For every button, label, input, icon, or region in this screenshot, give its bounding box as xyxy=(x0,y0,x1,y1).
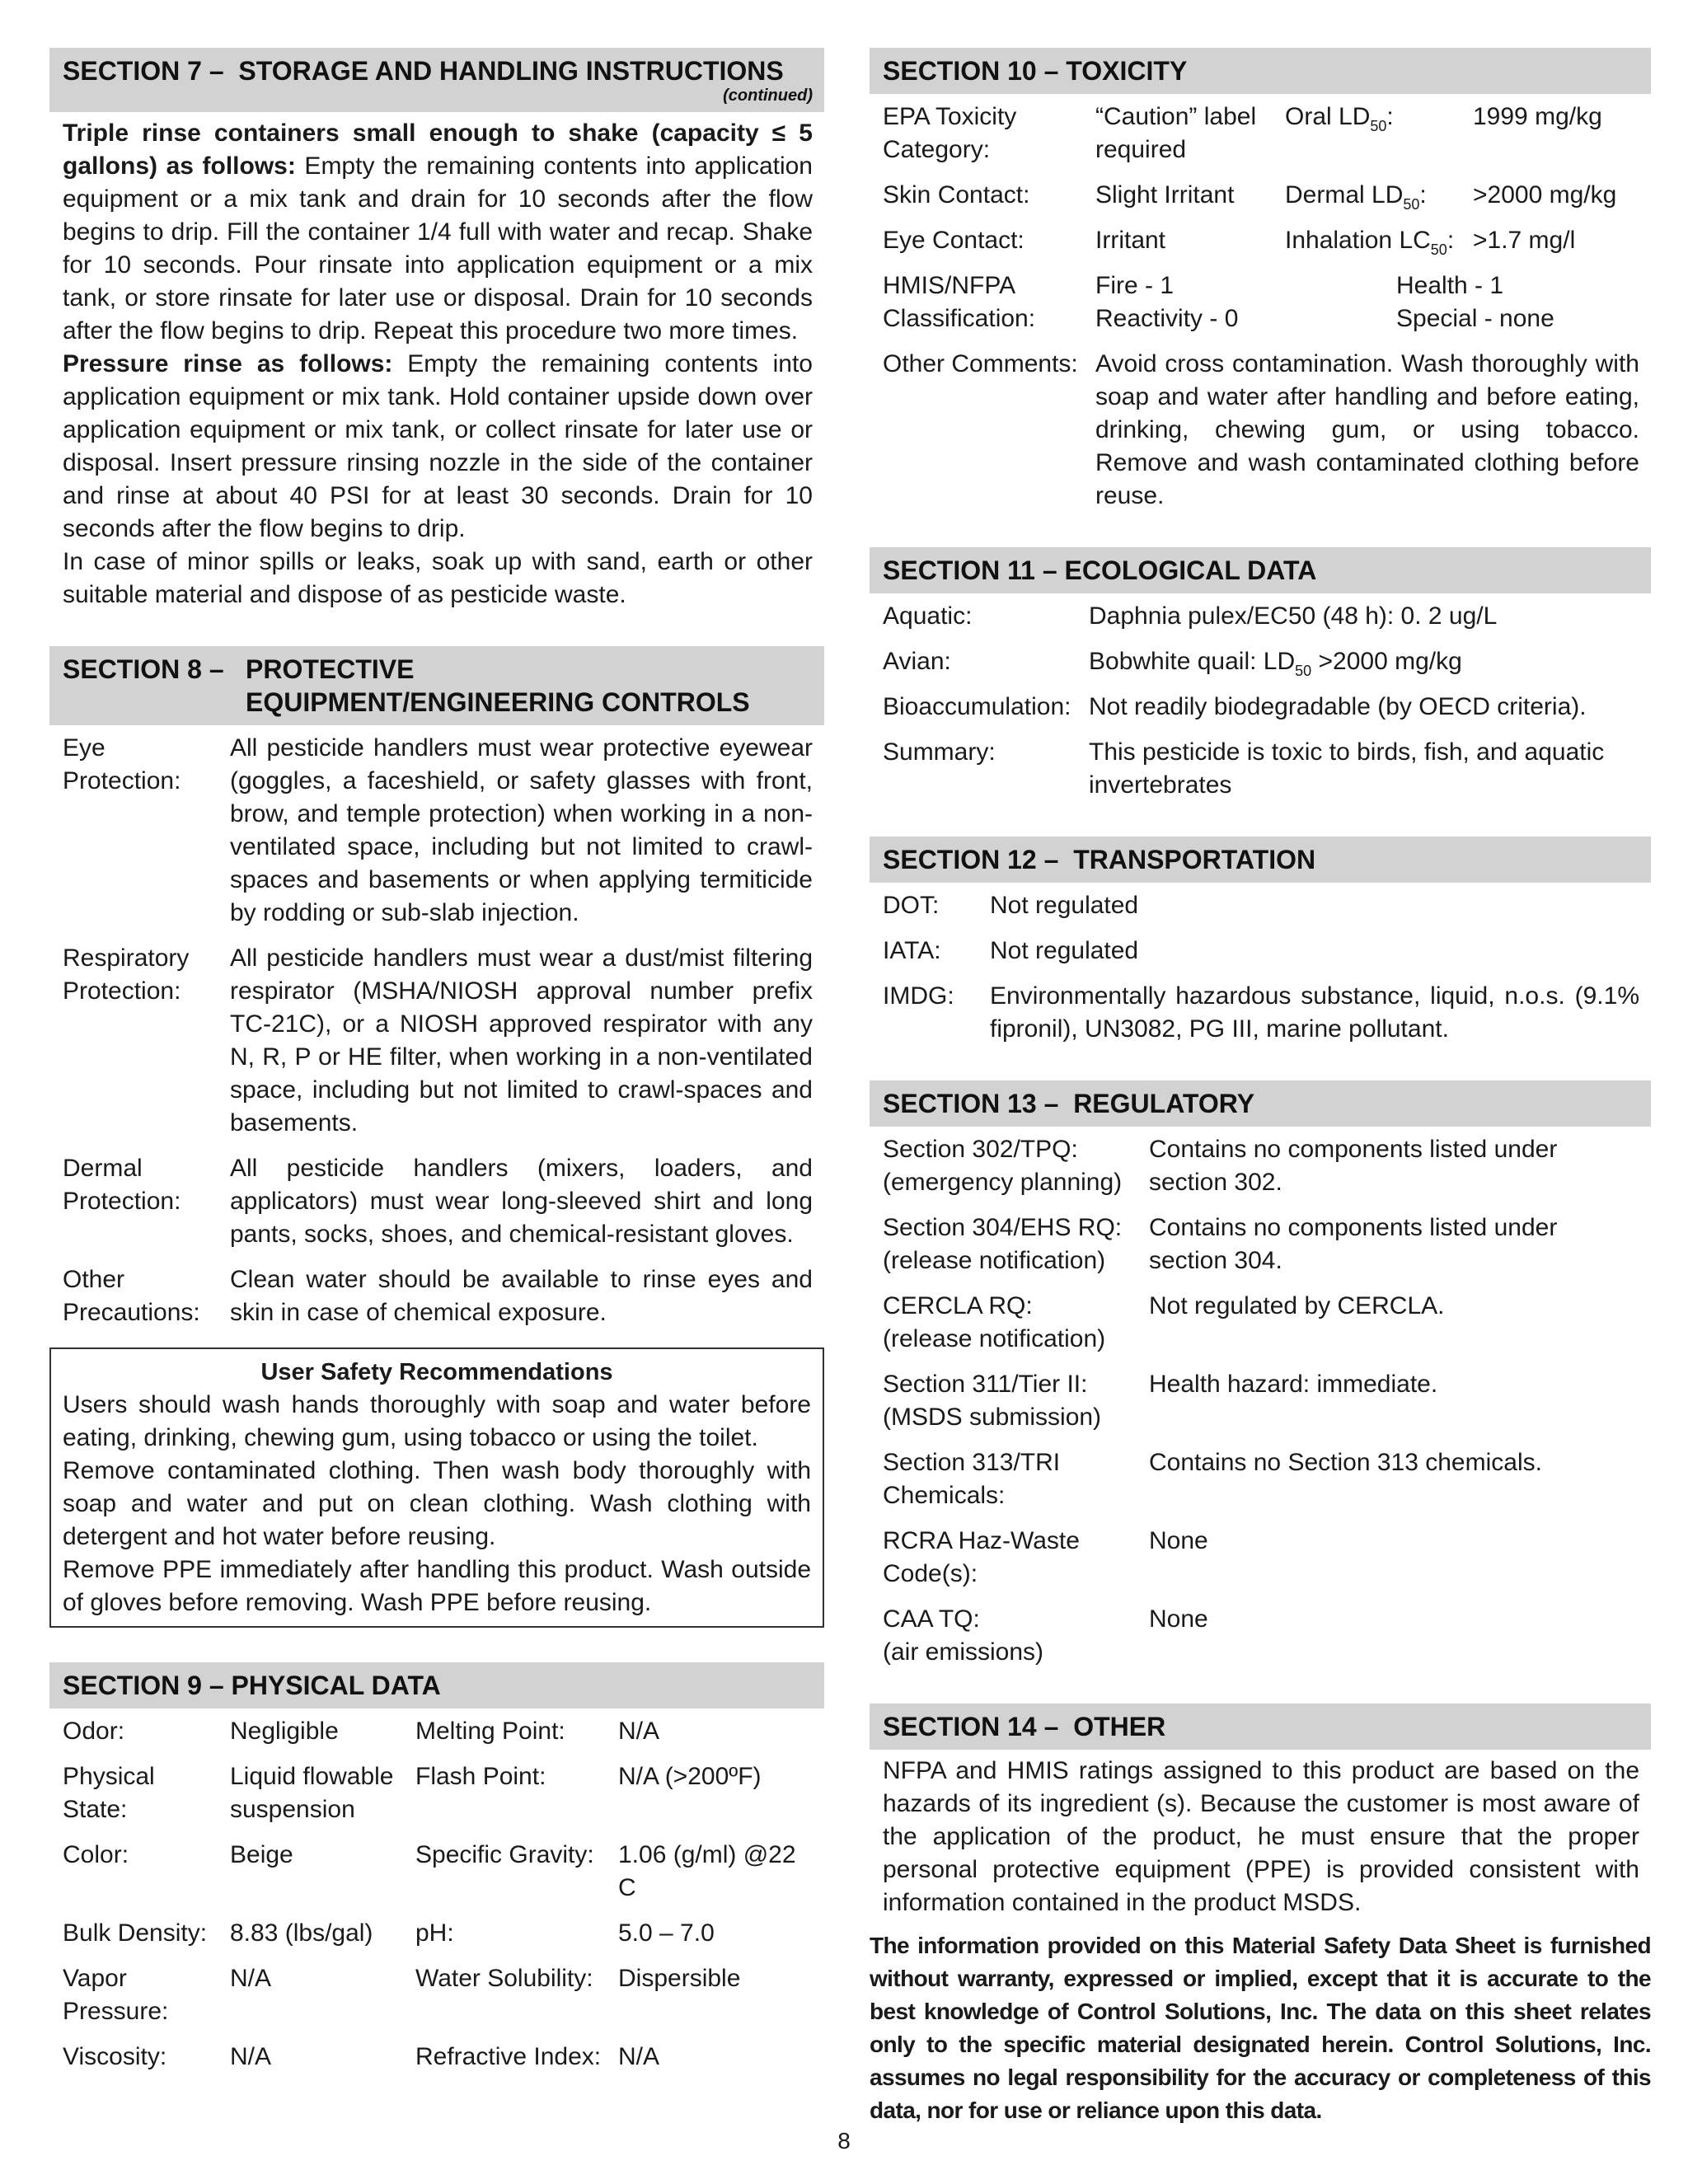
section-14 xyxy=(870,1704,1651,1919)
protection-row xyxy=(49,732,824,930)
regulatory-label-line: RCRA Haz-Waste xyxy=(883,1527,1080,1554)
section-11-title: ECOLOGICAL DATA xyxy=(1064,555,1317,585)
triple-rinse-paragraph xyxy=(63,117,813,348)
toxicity-value: >1.7 mg/l xyxy=(1473,227,1576,254)
transportation-row xyxy=(870,889,1651,922)
ecological-label: Avian: xyxy=(883,648,951,675)
physical-data-label: Viscosity: xyxy=(63,2043,167,2070)
physical-data-value: Liquid flowable suspension xyxy=(230,1763,394,1823)
protection-label xyxy=(63,732,230,930)
regulatory-label-line: (MSDS submission) xyxy=(883,1404,1102,1431)
section-13-number: SECTION 13 – xyxy=(883,1089,1059,1118)
toxicity-table xyxy=(870,101,1651,513)
toxicity-label: HMIS/NFPA Classification: xyxy=(883,272,1036,332)
section-10-title: TOXICITY xyxy=(1066,56,1188,86)
hmis-right: Health - 1 Special - none xyxy=(1396,272,1554,332)
regulatory-label xyxy=(883,1368,1149,1434)
section-11-header xyxy=(870,547,1651,593)
toxicity-row xyxy=(870,269,1651,335)
regulatory-value: Health hazard: immediate. xyxy=(1149,1371,1438,1398)
ecological-label: Aquatic: xyxy=(883,602,973,630)
toxicity-label: Skin Contact: xyxy=(883,181,1030,209)
section-7-number: SECTION 7 – xyxy=(63,56,224,86)
physical-data-value: N/A (>200ºF) xyxy=(618,1763,762,1790)
section-10 xyxy=(870,48,1651,513)
protection-label-line: Other xyxy=(63,1266,125,1293)
section-9-title: PHYSICAL DATA xyxy=(231,1671,441,1700)
section-8 xyxy=(49,646,824,1329)
regulatory-label xyxy=(883,1290,1149,1356)
regulatory-label-line: (emergency planning) xyxy=(883,1169,1123,1196)
physical-data-value: 1.06 (g/ml) @22 C xyxy=(618,1841,796,1901)
physical-data-label: Refractive Index: xyxy=(415,2043,602,2070)
section-8-title: PROTECTIVE EQUIPMENT/ENGINEERING CONTROLS xyxy=(246,654,750,717)
section-8-rows xyxy=(49,732,824,1329)
section-10-header xyxy=(870,48,1651,94)
user-safety-paragraph: Remove PPE immediately after handling this product. Wash outside of gloves before removing. Wash PPE before reusing. xyxy=(63,1556,811,1616)
transportation-table xyxy=(870,889,1651,1046)
ecological-row xyxy=(870,600,1651,633)
regulatory-value: Not regulated by CERCLA. xyxy=(1149,1292,1445,1319)
regulatory-table xyxy=(870,1133,1651,1669)
section-14-body: NFPA and HMIS ratings assigned to this product are based on the hazards of its ingredient (s). Because the customer is most aware of the application of the product, he must ensure that the proper personal protective equipment (PPE) is provided consistent with information contained in the product MSDS. xyxy=(883,1757,1639,1916)
protection-row xyxy=(49,1263,824,1329)
transportation-value: Not regulated xyxy=(990,892,1139,919)
regulatory-label-line: Section 302/TPQ: xyxy=(883,1136,1078,1163)
pressure-rinse-text: Empty the remaining contents into application equipment or mix tank. Hold container upside down over application equipment or mix tank, or collect rinsate for later use or disposal. Insert pressure rinsing nozzle in the side of the container and rinse at about 40 PSI for at least 30 seconds. Drain for 10 seconds after the flow begins to drip. xyxy=(63,350,813,542)
protection-label-line: Protection: xyxy=(63,767,181,794)
protection-label xyxy=(63,1152,230,1251)
physical-data-label: Melting Point: xyxy=(415,1718,565,1745)
regulatory-row xyxy=(870,1368,1651,1434)
continued-label: (continued) xyxy=(723,87,813,105)
protection-row xyxy=(49,942,824,1140)
regulatory-label-line: CERCLA RQ: xyxy=(883,1292,1033,1319)
regulatory-label xyxy=(883,1603,1149,1669)
regulatory-value: None xyxy=(1149,1605,1208,1633)
transportation-value: Not regulated xyxy=(990,937,1139,964)
transportation-row xyxy=(870,980,1651,1046)
physical-data-row xyxy=(49,2041,824,2074)
section-12-title: TRANSPORTATION xyxy=(1073,845,1316,874)
section-8-number: SECTION 8 – xyxy=(63,654,224,684)
section-14-number: SECTION 14 – xyxy=(883,1712,1059,1741)
toxicity-value: 1999 mg/kg xyxy=(1473,103,1602,130)
physical-data-label: Specific Gravity: xyxy=(415,1841,594,1868)
ecological-label: Summary: xyxy=(883,738,996,766)
protection-label-line: Protection: xyxy=(63,977,181,1005)
physical-data-label: Physical State: xyxy=(63,1763,155,1823)
user-safety-title: User Safety Recommendations xyxy=(260,1359,613,1385)
protection-label-line: Precautions: xyxy=(63,1299,200,1326)
physical-data-value: 5.0 – 7.0 xyxy=(618,1919,715,1947)
transportation-value: Environmentally hazardous substance, liquid, n.o.s. (9.1% fipronil), UN3082, PG III, marine pollutant. xyxy=(990,982,1639,1043)
section-9-number: SECTION 9 – xyxy=(63,1671,224,1700)
section-7-header xyxy=(49,48,824,112)
physical-data-label: Odor: xyxy=(63,1718,125,1745)
protection-label-line: Respiratory xyxy=(63,944,190,972)
protection-value: All pesticide handlers must wear a dust/mist filtering respirator (MSHA/NIOSH approval number prefix TC-21C), or a NIOSH approved respirator with any N, R, P or HE filter, when working in a non-ventilated space, including but not limited to crawl-spaces and basements. xyxy=(230,944,813,1137)
protection-label-line: Protection: xyxy=(63,1188,181,1215)
section-12-number: SECTION 12 – xyxy=(883,845,1059,874)
protection-label-line: Dermal xyxy=(63,1155,143,1182)
regulatory-value: Contains no components listed under section 302. xyxy=(1149,1136,1558,1196)
section-9 xyxy=(49,1662,824,2074)
regulatory-value: Contains no components listed under section 304. xyxy=(1149,1214,1558,1274)
protection-value: Clean water should be available to rinse eyes and skin in case of chemical exposure. xyxy=(230,1266,813,1326)
toxicity-label: Oral $LD_{50}$: xyxy=(1285,103,1394,134)
regulatory-label-line: (release notification) xyxy=(883,1247,1106,1274)
triple-rinse-heading: Triple rinse containers small enough to shake (capacity ≤ 5 gallons) as follows: xyxy=(63,120,813,180)
physical-data-value: 8.83 (lbs/gal) xyxy=(230,1919,373,1947)
regulatory-label xyxy=(883,1525,1149,1591)
physical-data-label: Vapor Pressure: xyxy=(63,1965,169,2025)
protection-label xyxy=(63,1263,230,1329)
regulatory-label xyxy=(883,1212,1149,1277)
toxicity-row xyxy=(870,224,1651,257)
toxicity-value: Slight Irritant xyxy=(1095,181,1235,209)
regulatory-label-line: Section 311/Tier II: xyxy=(883,1371,1088,1398)
ecological-row xyxy=(870,691,1651,724)
physical-data-value: N/A xyxy=(618,2043,660,2070)
physical-data-row xyxy=(49,1760,824,1826)
protection-value: All pesticide handlers must wear protective eyewear (goggles, a faceshield, or safety glasses with front, brow, and temple protection) when working in a non-ventilated space, including but not limited to crawl-spaces and basements or when applying termiticide by rodding or sub-slab injection. xyxy=(230,734,813,926)
toxicity-row xyxy=(870,101,1651,166)
physical-data-label: Bulk Density: xyxy=(63,1919,208,1947)
regulatory-label-line: Chemicals: xyxy=(883,1482,1006,1509)
ecological-row xyxy=(870,736,1651,802)
pressure-rinse-paragraph xyxy=(63,348,813,546)
toxicity-label: Other Comments: xyxy=(883,350,1078,377)
ecological-label: Bioaccumulation: xyxy=(883,693,1071,720)
transportation-label: IATA: xyxy=(883,937,941,964)
regulatory-label-line: Section 313/TRI xyxy=(883,1449,1061,1476)
protection-label xyxy=(63,942,230,1140)
physical-data-value: N/A xyxy=(618,1718,660,1745)
other-comments: Avoid cross contamination. Wash thoroughly with soap and water after handling and before eating, drinking, chewing gum, or using tobacco. Remove and wash contaminated clothing before reuse. xyxy=(1095,350,1639,509)
physical-data-label: Water Solubility: xyxy=(415,1965,593,1992)
regulatory-row xyxy=(870,1525,1651,1591)
toxicity-value: “Caution” label required xyxy=(1095,103,1257,163)
regulatory-row xyxy=(870,1446,1651,1512)
regulatory-value: None xyxy=(1149,1527,1208,1554)
regulatory-label-line: Code(s): xyxy=(883,1560,978,1587)
section-9-header xyxy=(49,1662,824,1708)
physical-data-value: Dispersible xyxy=(618,1965,741,1992)
ecological-row xyxy=(870,645,1651,678)
toxicity-row xyxy=(870,348,1651,513)
regulatory-value: Contains no Section 313 chemicals. xyxy=(1149,1449,1542,1476)
physical-data-row xyxy=(49,1962,824,2028)
left-column xyxy=(49,48,824,2108)
physical-data-row xyxy=(49,1839,824,1905)
disclaimer: The information provided on this Material Safety Data Sheet is furnished without warranty, expressed or implied, except that it is accurate to the best knowledge of Control Solutions, Inc. The data on this sheet relates only to the specific material designated herein. Control Solutions, Inc. assumes no legal responsibility for the accuracy or completeness of this data, nor for use or reliance upon this data. xyxy=(870,1933,1651,2123)
regulatory-label-line: (air emissions) xyxy=(883,1638,1044,1666)
toxicity-value: Irritant xyxy=(1095,227,1166,254)
physical-data-value: Beige xyxy=(230,1841,293,1868)
section-7 xyxy=(49,48,824,612)
toxicity-label: Inhalation $LC_{50}$: xyxy=(1285,227,1455,258)
section-10-number: SECTION 10 – xyxy=(883,56,1059,86)
toxicity-row xyxy=(870,179,1651,212)
regulatory-row xyxy=(870,1603,1651,1669)
physical-data-label: pH: xyxy=(415,1919,454,1947)
ecological-value: This pesticide is toxic to birds, fish, and aquatic invertebrates xyxy=(1089,738,1605,799)
physical-data-value: N/A xyxy=(230,1965,272,1992)
regulatory-label-line: Section 304/EHS RQ: xyxy=(883,1214,1123,1241)
physical-data-value: N/A xyxy=(230,2043,272,2070)
physical-data-table xyxy=(49,1715,824,2074)
section-13-title: REGULATORY xyxy=(1073,1089,1255,1118)
section-12 xyxy=(870,837,1651,1046)
protection-value: All pesticide handlers (mixers, loaders, and applicators) must wear long-sleeved shirt and long pants, socks, shoes, and chemical-resistant gloves. xyxy=(230,1155,813,1248)
protection-row xyxy=(49,1152,824,1251)
section-14-header xyxy=(870,1704,1651,1750)
toxicity-label: Eye Contact: xyxy=(883,227,1025,254)
regulatory-label xyxy=(883,1446,1149,1512)
toxicity-label: EPA Toxicity Category: xyxy=(883,103,1017,163)
page-number: 8 xyxy=(837,2128,851,2154)
section-13 xyxy=(870,1080,1651,1669)
regulatory-row xyxy=(870,1290,1651,1356)
physical-data-row xyxy=(49,1917,824,1950)
section-14-title: OTHER xyxy=(1073,1712,1166,1741)
user-safety-paragraph: Remove contaminated clothing. Then wash body thoroughly with soap and water and put on clean clothing. Wash clothing with detergent and hot water before reusing. xyxy=(63,1457,811,1550)
transportation-label: IMDG: xyxy=(883,982,954,1010)
pressure-rinse-heading: Pressure rinse as follows: xyxy=(63,350,393,377)
physical-data-label: Flash Point: xyxy=(415,1763,546,1790)
section-11 xyxy=(870,547,1651,802)
user-safety-paragraph: Users should wash hands thoroughly with soap and water before eating, drinking, chewing gum, using tobacco or using the toilet. xyxy=(63,1391,811,1451)
section-7-body xyxy=(49,112,824,612)
ecological-value: Daphnia pulex/EC50 (48 h): 0. 2 ug/L xyxy=(1089,602,1498,630)
section-11-number: SECTION 11 – xyxy=(883,555,1057,585)
ecological-table xyxy=(870,600,1651,802)
spill-paragraph: In case of minor spills or leaks, soak up with sand, earth or other suitable material and dispose of as pesticide waste. xyxy=(63,548,813,608)
section-7-title: STORAGE AND HANDLING INSTRUCTIONS xyxy=(238,56,784,86)
section-8-header xyxy=(49,646,824,725)
triple-rinse-text: Empty the remaining contents into application equipment or a mix tank and drain for 10 seconds after the flow begins to drip. Fill the container 1/4 full with water and recap. Shake for 10 seconds. Pour rinsate into application equipment or a mix tank, or store rinsate for later use or disposal. Drain for 10 seconds after the flow begins to drip. Repeat this procedure two more times. xyxy=(63,152,813,344)
physical-data-value: Negligible xyxy=(230,1718,339,1745)
protection-label-line: Eye xyxy=(63,734,106,762)
right-column xyxy=(870,48,1651,2127)
ecological-value: Bobwhite quail: $LD_{50} >2000$ mg/kg xyxy=(1089,648,1462,679)
toxicity-value: >2000 mg/kg xyxy=(1473,181,1617,209)
regulatory-row xyxy=(870,1212,1651,1277)
regulatory-label-line: CAA TQ: xyxy=(883,1605,980,1633)
section-12-header xyxy=(870,837,1651,883)
user-safety-box xyxy=(49,1347,824,1628)
section-13-header xyxy=(870,1080,1651,1127)
transportation-row xyxy=(870,935,1651,968)
transportation-label: DOT: xyxy=(883,892,940,919)
regulatory-row xyxy=(870,1133,1651,1199)
regulatory-label xyxy=(883,1133,1149,1199)
ecological-value: Not readily biodegradable (by OECD criteria). xyxy=(1089,693,1587,720)
hmis-left: Fire - 1 Reactivity - 0 xyxy=(1095,272,1239,332)
physical-data-row xyxy=(49,1715,824,1748)
physical-data-label: Color: xyxy=(63,1841,129,1868)
regulatory-label-line: (release notification) xyxy=(883,1325,1106,1352)
toxicity-label: Dermal $LD_{50}$: xyxy=(1285,181,1427,213)
